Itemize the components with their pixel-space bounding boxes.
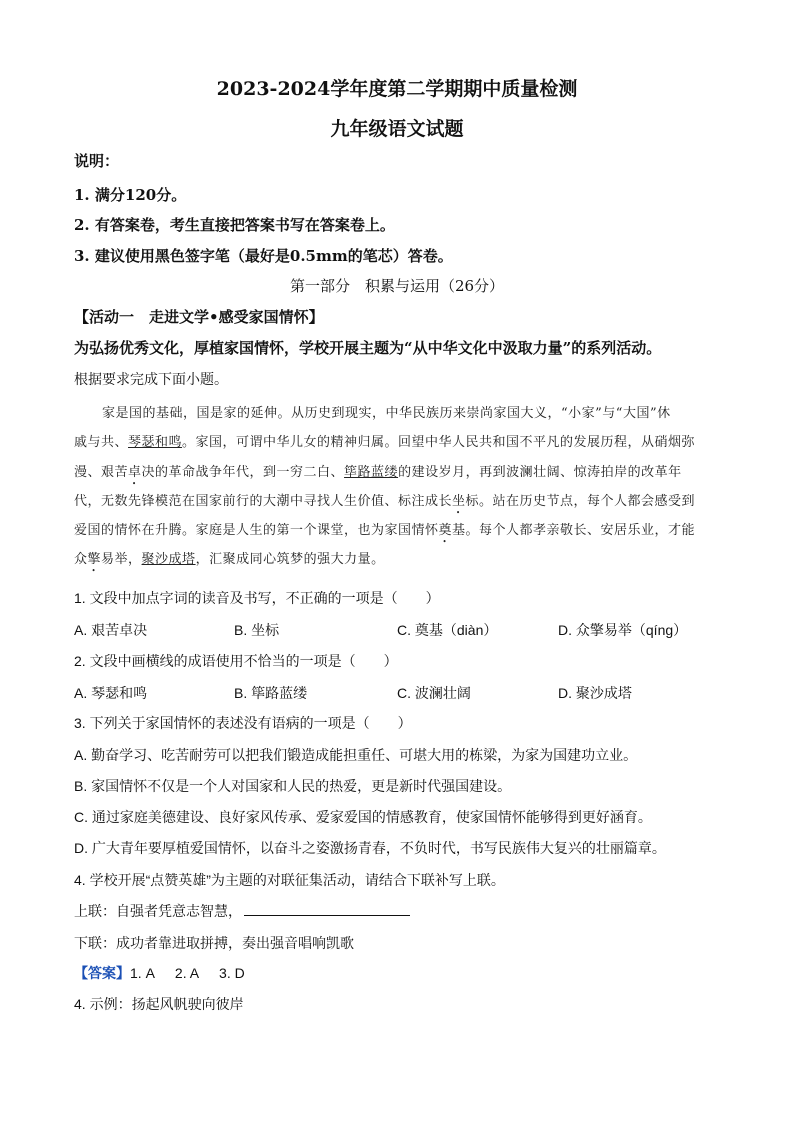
answer-1: 1. A — [130, 965, 155, 981]
passage-text: 众 — [74, 552, 88, 567]
passage-text: 爱国的情怀在升腾。家庭是人生的第一个课堂，也为家国情怀 — [74, 523, 439, 538]
passage-text: 代，无数先锋模范在国家前行的大潮中寻找人生价值、标注成长 — [74, 494, 453, 509]
exam-subtitle: 九年级语文试题 — [330, 118, 464, 140]
answer-4: 4. 示例：扬起风帆驶向彼岸 — [74, 996, 244, 1012]
passage-text: 戚与共、 — [74, 435, 129, 450]
question-2-option-b: B. 筚路蓝缕 — [234, 685, 308, 701]
question-3-option-a: A. 勤奋学习、吃苦耐劳可以把我们锻造成能担重任、可堪大用的栋梁，为家为国建功立业。 — [74, 747, 638, 763]
passage-line-2 — [74, 431, 695, 450]
couplet-upper — [74, 901, 410, 921]
answer-line — [74, 963, 245, 983]
passage-line-3 — [74, 461, 682, 488]
passage-text: 漫、艰苦 — [74, 465, 129, 480]
passage-line-5 — [74, 519, 695, 546]
activity-instruction: 根据要求完成下面小题。 — [74, 371, 228, 387]
passage-text: 的建设岁月，再到波澜壮阔、惊涛拍岸的改革年 — [398, 465, 682, 480]
answer-2: 2. A — [174, 965, 200, 981]
question-3-option-c: C. 通过家庭美德建设、良好家风传承、爱家爱国的情感教育，使家国情怀能够得到更好涵育。 — [74, 809, 652, 825]
question-1-stem: 1. 文段中加点字词的读音及书写，不正确的一项是（ ） — [74, 590, 440, 606]
passage-text: 决的革命战争年代，到一穷二白、 — [141, 465, 345, 480]
underlined-idiom: 琴瑟和鸣 — [128, 435, 183, 450]
answer-3: 3. D — [219, 965, 245, 981]
answer-blank[interactable] — [244, 901, 410, 916]
question-2-option-d: D. 聚沙成塔 — [558, 685, 632, 701]
dotted-char: 奠 — [438, 523, 453, 538]
passage-text: 家是国的基础，国是家的延伸。从历史到现实，中华民族历来崇尚家国大义，“小家”与“大国”休 — [102, 406, 671, 421]
question-2-stem: 2. 文段中画横线的成语使用不恰当的一项是（ ） — [74, 653, 398, 669]
passage-text: 易举， — [101, 552, 142, 567]
section-title: 第一部分 积累与运用（26分） — [289, 277, 505, 295]
passage-text: 。家国，可谓中华儿女的精神归属。回望中华人民共和国不平凡的发展历程，从硝烟弥 — [182, 435, 696, 450]
question-4-stem: 4. 学校开展“点赞英雄”为主题的对联征集活动，请结合下联补写上联。 — [74, 872, 505, 888]
activity-heading: 【活动一 走进文学•感受家国情怀】 — [74, 308, 324, 326]
passage-line-1 — [102, 402, 671, 421]
passage-text: 标。站在历史节点，每个人都会感受到 — [465, 494, 696, 509]
note-item-2: 2. 有答案卷，考生直接把答案书写在答案卷上。 — [74, 216, 395, 234]
dotted-char: 坐 — [452, 494, 466, 509]
notes-label: 说明： — [74, 152, 120, 170]
question-2-option-c: C. 波澜壮阔 — [397, 685, 471, 701]
underlined-idiom: 筚路蓝缕 — [344, 465, 399, 480]
couplet-lower: 下联：成功者靠进取拼搏，奏出强音唱响凯歌 — [74, 935, 354, 951]
dotted-char: 卓 — [128, 465, 142, 480]
passage-line-6 — [74, 548, 385, 575]
underlined-idiom: 聚沙成塔 — [141, 552, 196, 567]
note-item-3: 3. 建议使用黑色签字笔（最好是0.5mm的笔芯）答卷。 — [74, 247, 453, 265]
passage-text: ，汇聚成同心筑梦的强大力量。 — [195, 552, 385, 567]
couplet-upper-text: 上联：自强者凭意志智慧， — [74, 903, 242, 919]
question-3-option-b: B. 家国情怀不仅是一个人对国家和人民的热爱，更是新时代强国建设。 — [74, 778, 512, 794]
dotted-char: 擎 — [87, 552, 102, 567]
question-1-option-b: B. 坐标 — [234, 622, 280, 638]
question-1-option-c: C. 奠基（diàn） — [397, 622, 498, 638]
passage-text: 基。每个人都孝亲敬长、安居乐业，才能 — [452, 523, 696, 538]
activity-intro: 为弘扬优秀文化，厚植家国情怀，学校开展主题为“从中华文化中汲取力量”的系列活动。 — [74, 339, 662, 357]
question-2-option-a: A. 琴瑟和鸣 — [74, 685, 148, 701]
question-3-stem: 3. 下列关于家国情怀的表述没有语病的一项是（ ） — [74, 715, 412, 731]
exam-title: 2023-2024学年度第二学期期中质量检测 — [216, 78, 578, 100]
question-1-option-a: A. 艰苦卓决 — [74, 622, 148, 638]
passage-line-4 — [74, 490, 695, 517]
answer-tag: 【答案】 — [74, 965, 130, 981]
note-item-1: 1. 满分120分。 — [74, 186, 187, 204]
question-1-option-d: D. 众擎易举（qíng） — [558, 622, 688, 638]
question-3-option-d: D. 广大青年要厚植爱国情怀，以奋斗之姿激扬青春，不负时代，书写民族伟大复兴的壮丽篇章。 — [74, 840, 666, 856]
